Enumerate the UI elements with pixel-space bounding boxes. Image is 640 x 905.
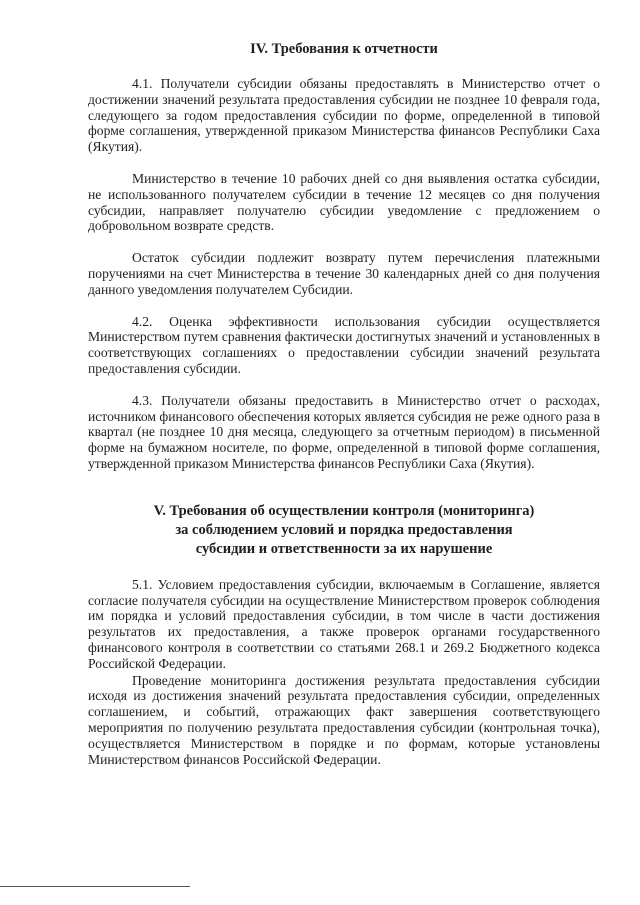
paragraph-4-1-remainder: Остаток субсидии подлежит возврату путем перечисления платежными поручениями на счет Министерства в течение 30 календарных дней со дня получения данного уведомления получателем Субсидии. — [88, 250, 600, 297]
paragraph-4-3: 4.3. Получатели обязаны предоставить в Министерство отчет о расходах, источником финансового обеспечения которых является субсидия не реже одного раза в квартал (не позднее 10 дня месяца, следующего за отчетным периодом) в письменной форме на бумажном носителе, по форме, определенной в типовой форме соглашения, утвержденной приказом Министерства финансов Республики Саха (Якутия). — [88, 392, 600, 471]
section-5-title-line: субсидии и ответственности за их нарушение — [195, 540, 493, 557]
paragraph-5-1-monitoring: Проведение мониторинга достижения результата предоставления субсидии исходя из достижения значений результата предоставления субсидии, определенных соглашением, и событий, отражающих факт завершения соответствующего мероприятия по получению результата предоставления субсидии (контрольная точка), осуществляется Министерством в порядке и по формам, которые установлены Министерством финансов Российской Федерации. — [88, 672, 600, 767]
section-5-title-line: V. Требования об осуществлении контроля (мониторинга) — [153, 502, 535, 519]
paragraph-4-1: 4.1. Получатели субсидии обязаны предоставлять в Министерство отчет о достижении значений результата предоставления субсидии не позднее 10 февраля года, следующего за годом предоставления субсидии по форме, определенной в типовой форме соглашения, утвержденной приказом Министерства финансов Республики Саха (Якутия). — [88, 76, 600, 155]
paragraph-4-1-return-notice: Министерство в течение 10 рабочих дней со дня выявления остатка субсидии, не использованного получателем субсидии в течение 12 месяцев со дня получения субсидии, направляет получателю субсидии уведомление с предложением о добровольном возврате средств. — [88, 170, 600, 234]
document-page — [88, 28, 600, 767]
footnote-separator — [0, 886, 190, 887]
section-5-title-line: за соблюдением условий и порядка предоставления — [175, 521, 513, 538]
paragraph-5-1: 5.1. Условием предоставления субсидии, включаемым в Соглашение, является согласие получателя субсидии на осуществление Министерством проверок соблюдения им порядка и условий предоставления субсидии, в том числе в части достижения результатов их предоставления, а также проверок органами государственного финансового контроля в соответствии со статьями 268.1 и 269.2 Бюджетного кодекса Российской Федерации. — [88, 576, 600, 671]
section-4-title: IV. Требования к отчетности — [250, 41, 438, 57]
paragraph-4-2: 4.2. Оценка эффективности использования субсидии осуществляется Министерством путем сравнения фактически достигнутых значений и установленных в соответствующих соглашениях о предоставлении субсидии значений результата предоставления субсидии. — [88, 313, 600, 376]
section-5-title — [88, 502, 600, 559]
